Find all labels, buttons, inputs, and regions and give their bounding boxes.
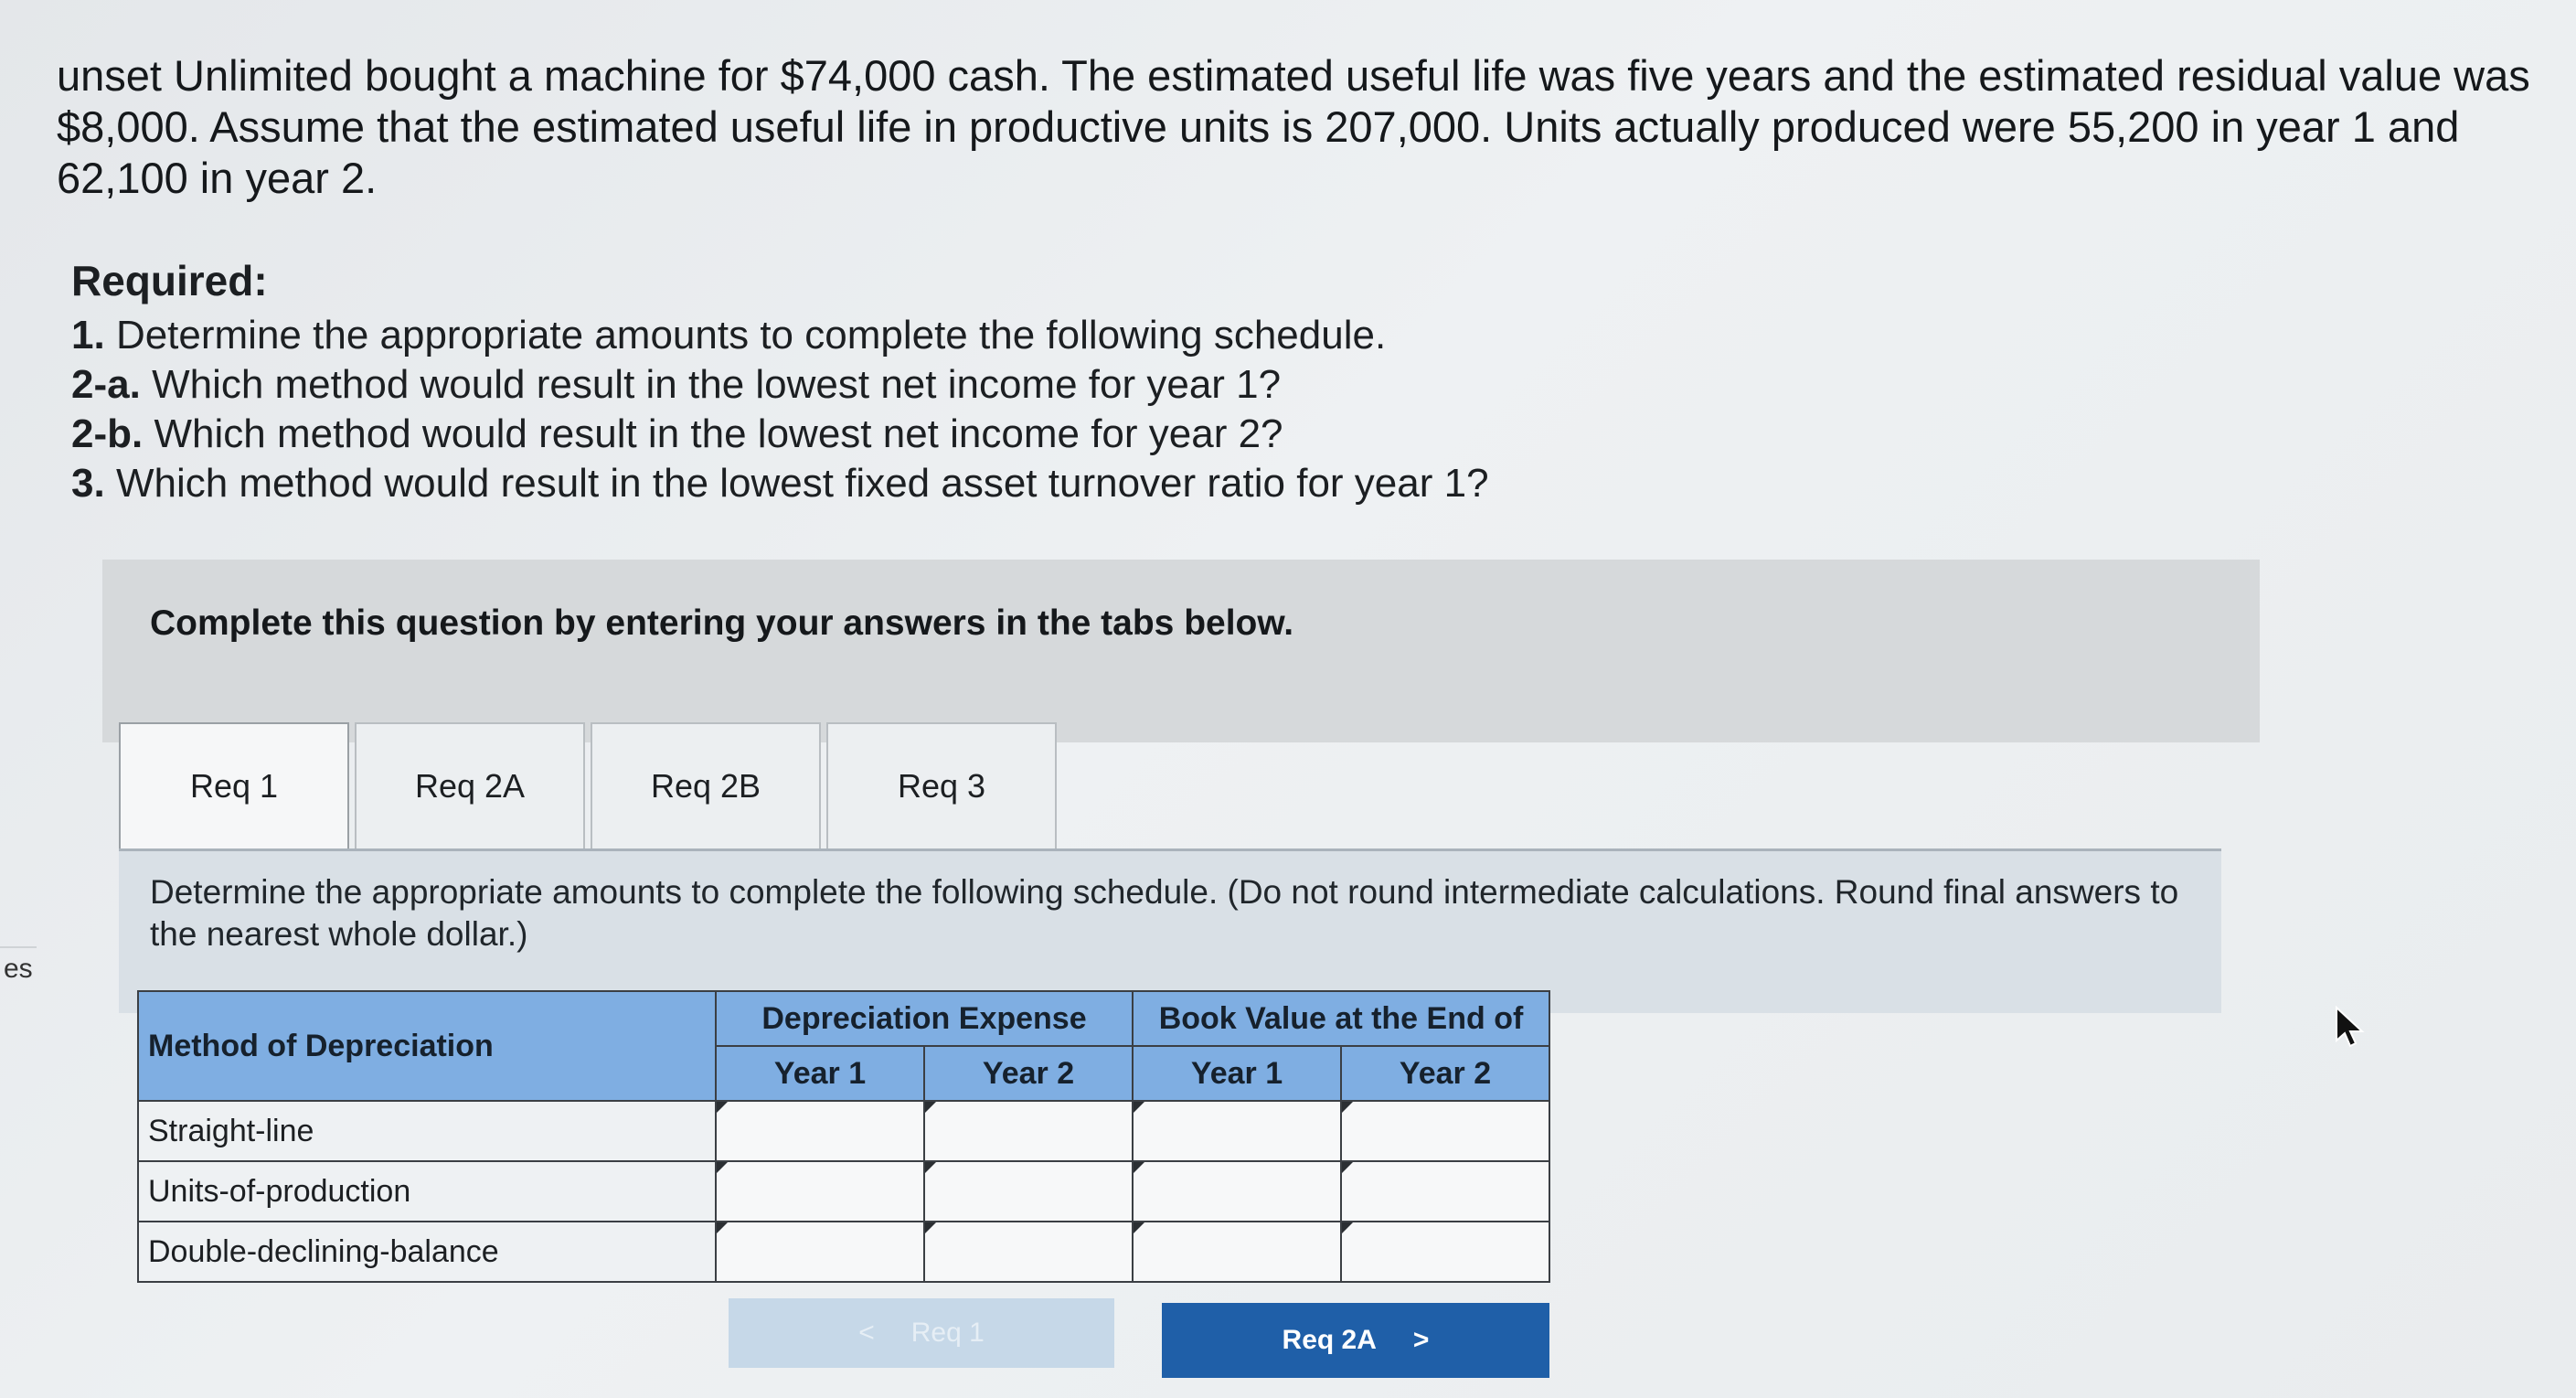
required-item-text: Which method would result in the lowest fixed asset turnover ratio for year 1? — [115, 461, 1489, 506]
table-row — [138, 1101, 1549, 1161]
bv-year1-header: Year 1 — [1133, 1046, 1341, 1101]
ddb-bv-year2-field[interactable] — [1342, 1222, 1549, 1281]
problem-statement: unset Unlimited bought a machine for $74,000 cash. The estimated useful life was five years and the estimated residual value was $8,000. Assume that the estimated useful life in productive units is 207,000. Units actually produced were 55,200 in year 1 and 62,100 in year 2. — [57, 51, 2530, 202]
bv-year2-header: Year 2 — [1341, 1046, 1549, 1101]
dep-year2-header: Year 2 — [924, 1046, 1133, 1101]
table-row — [138, 1161, 1549, 1222]
next-button-label: Req 2A — [1282, 1325, 1377, 1355]
required-item-number: 1. — [71, 313, 105, 358]
sl-dep-year1-field[interactable] — [717, 1102, 923, 1160]
ddb-bv-year1-field[interactable] — [1134, 1222, 1340, 1281]
uop-dep-year2-field[interactable] — [925, 1162, 1132, 1221]
dep-expense-year1-input[interactable] — [716, 1222, 924, 1282]
book-value-year2-input[interactable] — [1341, 1161, 1549, 1222]
ddb-dep-year1-field[interactable] — [717, 1222, 923, 1281]
required-item-number: 2-b. — [71, 411, 144, 456]
prev-req-button[interactable] — [729, 1298, 1114, 1368]
required-item-1 — [71, 311, 1625, 360]
method-straight-line: Straight-line — [138, 1101, 716, 1161]
required-item-2b — [71, 410, 1625, 459]
ddb-dep-year2-field[interactable] — [925, 1222, 1132, 1281]
tab-req-1[interactable]: Req 1 — [119, 722, 349, 848]
depreciation-expense-header: Depreciation Expense — [716, 991, 1133, 1046]
dep-expense-year2-input[interactable] — [924, 1101, 1133, 1161]
tab-req-2a[interactable]: Req 2A — [355, 722, 585, 848]
book-value-year1-input[interactable] — [1133, 1161, 1341, 1222]
required-title: Required: — [71, 257, 268, 304]
required-item-text: Which method would result in the lowest net income for year 1? — [152, 362, 1282, 407]
uop-bv-year1-field[interactable] — [1134, 1162, 1340, 1221]
dep-expense-year1-input[interactable] — [716, 1101, 924, 1161]
required-section — [71, 256, 1625, 508]
req-tabs — [119, 722, 1057, 850]
required-item-text: Which method would result in the lowest net income for year 2? — [154, 411, 1283, 456]
book-value-year2-input[interactable] — [1341, 1101, 1549, 1161]
table-row — [138, 1222, 1549, 1282]
prev-button-label: Req 1 — [910, 1318, 985, 1348]
required-item-number: 3. — [71, 461, 105, 506]
book-value-year2-input[interactable] — [1341, 1222, 1549, 1282]
uop-bv-year2-field[interactable] — [1342, 1162, 1549, 1221]
dep-year1-header: Year 1 — [716, 1046, 924, 1101]
sl-bv-year1-field[interactable] — [1134, 1102, 1340, 1160]
instructions-text: Determine the appropriate amounts to complete the following schedule. (Do not round intermediate calculations. Round final answers to the nearest whole dollar.) — [150, 873, 2179, 953]
uop-dep-year1-field[interactable] — [717, 1162, 923, 1221]
dep-expense-year2-input[interactable] — [924, 1161, 1133, 1222]
book-value-year1-input[interactable] — [1133, 1101, 1341, 1161]
panel-header-text: Complete this question by entering your answers in the tabs below. — [150, 603, 1294, 643]
required-item-text: Determine the appropriate amounts to complete the following schedule. — [115, 313, 1387, 358]
tab-instructions — [119, 848, 2221, 1013]
method-units-of-production: Units-of-production — [138, 1161, 716, 1222]
tabs-panel-header — [102, 560, 2260, 742]
sl-bv-year2-field[interactable] — [1342, 1102, 1549, 1160]
depreciation-schedule-table — [137, 990, 1550, 1283]
method-column-header: Method of Depreciation — [138, 991, 716, 1101]
dep-expense-year2-input[interactable] — [924, 1222, 1133, 1282]
side-tab-label[interactable]: es — [0, 946, 37, 990]
required-item-2a — [71, 360, 1625, 410]
mouse-cursor-icon — [2335, 1006, 2366, 1050]
method-double-declining-balance: Double-declining-balance — [138, 1222, 716, 1282]
tab-req-2b[interactable]: Req 2B — [591, 722, 821, 848]
chevron-right-icon: > — [1412, 1325, 1430, 1355]
chevron-left-icon: < — [858, 1318, 875, 1348]
dep-expense-year1-input[interactable] — [716, 1161, 924, 1222]
required-item-number: 2-a. — [71, 362, 141, 407]
next-req-button[interactable] — [1162, 1303, 1549, 1378]
book-value-year1-input[interactable] — [1133, 1222, 1341, 1282]
required-item-3 — [71, 459, 1625, 508]
tab-req-3[interactable]: Req 3 — [826, 722, 1057, 848]
book-value-header: Book Value at the End of — [1133, 991, 1549, 1046]
sl-dep-year2-field[interactable] — [925, 1102, 1132, 1160]
